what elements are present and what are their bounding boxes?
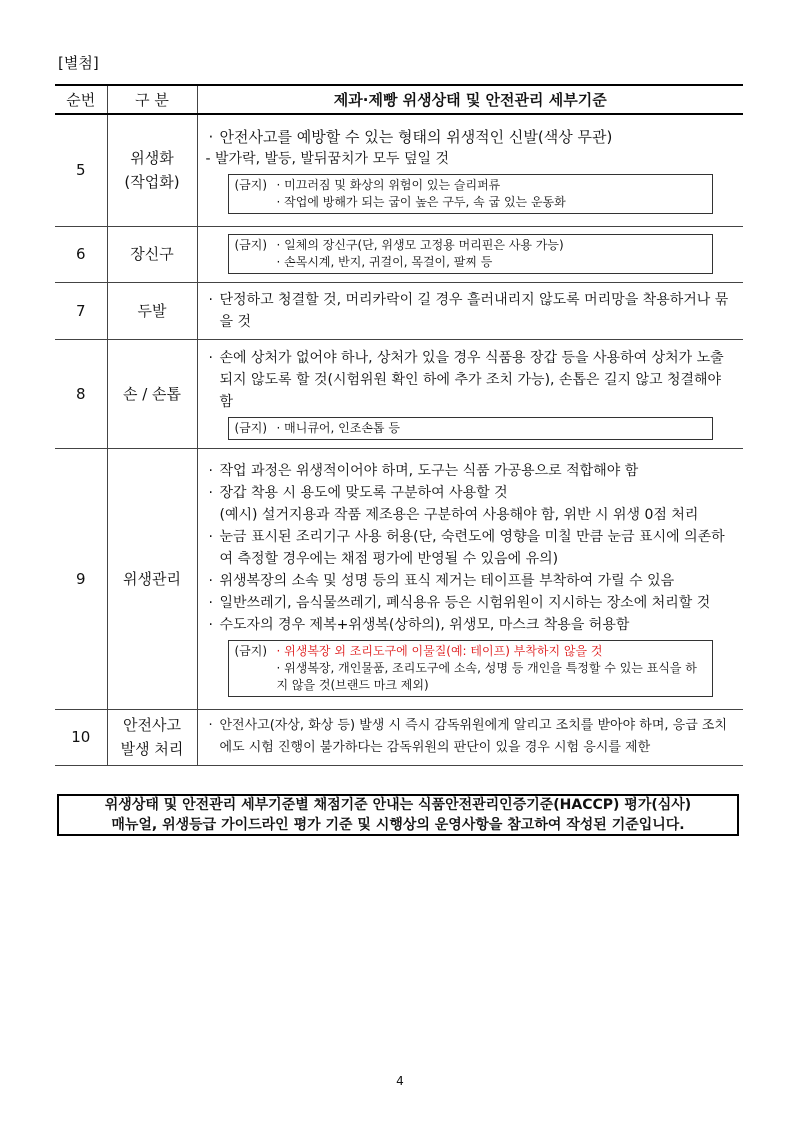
prohibit-box: (금지) · 위생복장 외 조리도구에 이물질(예: 테이프) 부착하지 않을 것 · 위생복장, 개인물품, 조리도구에 소속, 성명 등 개인을 특정할 수 있는 표식을 하지 않을 것(브랜드 마크 제외) (228, 640, 714, 697)
prohibit-item: 매니큐어, 인조손톱 등 (284, 421, 400, 435)
prohibit-tag: (금지) (234, 644, 268, 658)
prohibit-box: (금지) · 일체의 장신구(단, 위생모 고정용 머리핀은 사용 가능) · 손목시계, 반지, 귀걸이, 목걸이, 팔찌 등 (228, 234, 714, 274)
category-line: 두발 (137, 301, 167, 320)
row-standard (197, 226, 743, 282)
row-num: 9 (55, 448, 107, 709)
category-line: (작업화) (124, 173, 180, 192)
row-category (107, 709, 197, 765)
prohibit-item: 미끄러짐 및 화상의 위험이 있는 슬리퍼류 (284, 178, 501, 193)
row-category (107, 226, 197, 282)
table-row (55, 339, 743, 448)
row-standard (197, 282, 743, 339)
row-category (107, 339, 197, 448)
bullet-item: · 눈금 표시된 조리기구 사용 허용(단, 숙련도에 영향을 미칠 만큼 눈금 표시에 의존하여 측정할 경우에는 채점 평가에 반영될 수 있음에 유의) (206, 526, 736, 570)
bullet-item: · 수도자의 경우 제복+위생복(상하의), 위생모, 마스크 착용을 허용함 (206, 614, 736, 636)
category-line: 발생 처리 (120, 740, 184, 758)
table-row (55, 282, 743, 339)
notice-box (57, 794, 739, 836)
row-category (107, 448, 197, 709)
example-line: (예시) 설거지용과 작품 제조용은 구분하여 사용해야 함, 위반 시 위생 0점 처리 (219, 507, 699, 523)
page-number: 4 (396, 1074, 404, 1088)
header-num: 순번 (55, 85, 107, 114)
row-num: 10 (55, 709, 107, 765)
prohibit-box: (금지) · 매니큐어, 인조손톱 등 (228, 417, 714, 440)
prohibit-item: 위생복장, 개인물품, 조리도구에 소속, 성명 등 개인을 특정할 수 있는 표식을 하지 않을 것(브랜드 마크 제외) (276, 661, 697, 692)
notice-line: 위생상태 및 안전관리 세부기준별 채점기준 안내는 식품안전관리인증기준(HACCP) 평가(심사) (104, 797, 692, 813)
category-line: 장신구 (130, 245, 174, 263)
table-row (55, 448, 743, 709)
prohibit-tag: (금지) (234, 178, 268, 193)
prohibit-tag: (금지) (234, 421, 268, 435)
prohibit-item: 손목시계, 반지, 귀걸이, 목걸이, 팔찌 등 (284, 255, 493, 269)
dash-text: 발가락, 발등, 발뒤꿈치가 모두 덮일 것 (215, 151, 450, 168)
prohibit-item: 일체의 장신구(단, 위생모 고정용 머리핀은 사용 가능) (284, 238, 564, 252)
row-category (107, 114, 197, 226)
attachment-label: [별첨] (58, 54, 99, 72)
row-num: 6 (55, 226, 107, 282)
header-standard: 제과·제빵 위생상태 및 안전관리 세부기준 (197, 85, 743, 114)
row-num: 8 (55, 339, 107, 448)
category-line: 위생화 (130, 149, 174, 168)
row-num: 7 (55, 282, 107, 339)
bullet-item: · 단정하고 청결할 것, 머리카락이 길 경우 흘러내리지 않도록 머리망을 착용하거나 묶을 것 (206, 289, 736, 333)
bullet-item: · 손에 상처가 없어야 하나, 상처가 있을 경우 식품용 장갑 등을 사용하여 상처가 노출되지 않도록 할 것(시험위원 확인 하에 추가 조치 가능), 손톱은 길지 않고 청결해야 함 (206, 347, 736, 413)
notice-line: 매뉴얼, 위생등급 가이드라인 평가 기준 및 시행상의 운영사항을 참고하여 작성된 기준입니다. (111, 817, 685, 833)
header-category: 구 분 (107, 85, 197, 114)
bullet-item: · 위생복장의 소속 및 성명 등의 표식 제거는 테이프를 부착하여 가릴 수 있음 (206, 570, 736, 592)
row-standard (197, 114, 743, 226)
prohibit-box: (금지) · 미끄러짐 및 화상의 위험이 있는 슬리퍼류 · 작업에 방해가 되는 굽이 높은 구두, 속 굽 있는 운동화 (228, 174, 714, 214)
bullet-item: · 작업 과정은 위생적이어야 하며, 도구는 식품 가공용으로 적합해야 함 (206, 460, 736, 482)
bullet-item: · 안전사고를 예방할 수 있는 형태의 위생적인 신발(색상 무관) (206, 126, 736, 148)
table-row (55, 114, 743, 226)
prohibit-item: 작업에 방해가 되는 굽이 높은 구두, 속 굽 있는 운동화 (284, 195, 566, 210)
prohibit-item-highlight: 위생복장 외 조리도구에 이물질(예: 테이프) 부착하지 않을 것 (284, 644, 603, 658)
row-standard (197, 339, 743, 448)
category-line: 손 / 손톱 (122, 384, 182, 403)
category-line: 안전사고 (123, 716, 181, 734)
row-category (107, 282, 197, 339)
row-num: 5 (55, 114, 107, 226)
table-header-row (55, 85, 743, 114)
bullet-item: · 안전사고(자상, 화상 등) 발생 시 즉시 감독위원에게 알리고 조치를 받아야 하며, 응급 조치에도 시험 진행이 불가하다는 감독위원의 판단이 있을 경우 시험 응시를 제한 (206, 715, 736, 759)
row-standard (197, 448, 743, 709)
standards-table (55, 84, 743, 766)
table-row (55, 709, 743, 765)
row-standard (197, 709, 743, 765)
dash-item: - 발가락, 발등, 발뒤꿈치가 모두 덮일 것 (205, 151, 450, 168)
bullet-item: · 장갑 착용 시 용도에 맞도록 구분하여 사용할 것 (206, 482, 736, 504)
bullet-item: · 일반쓰레기, 음식물쓰레기, 폐식용유 등은 시험위원이 지시하는 장소에 처리할 것 (206, 592, 736, 614)
table-row (55, 226, 743, 282)
prohibit-tag: (금지) (234, 238, 268, 252)
category-line: 위생관리 (123, 569, 181, 588)
